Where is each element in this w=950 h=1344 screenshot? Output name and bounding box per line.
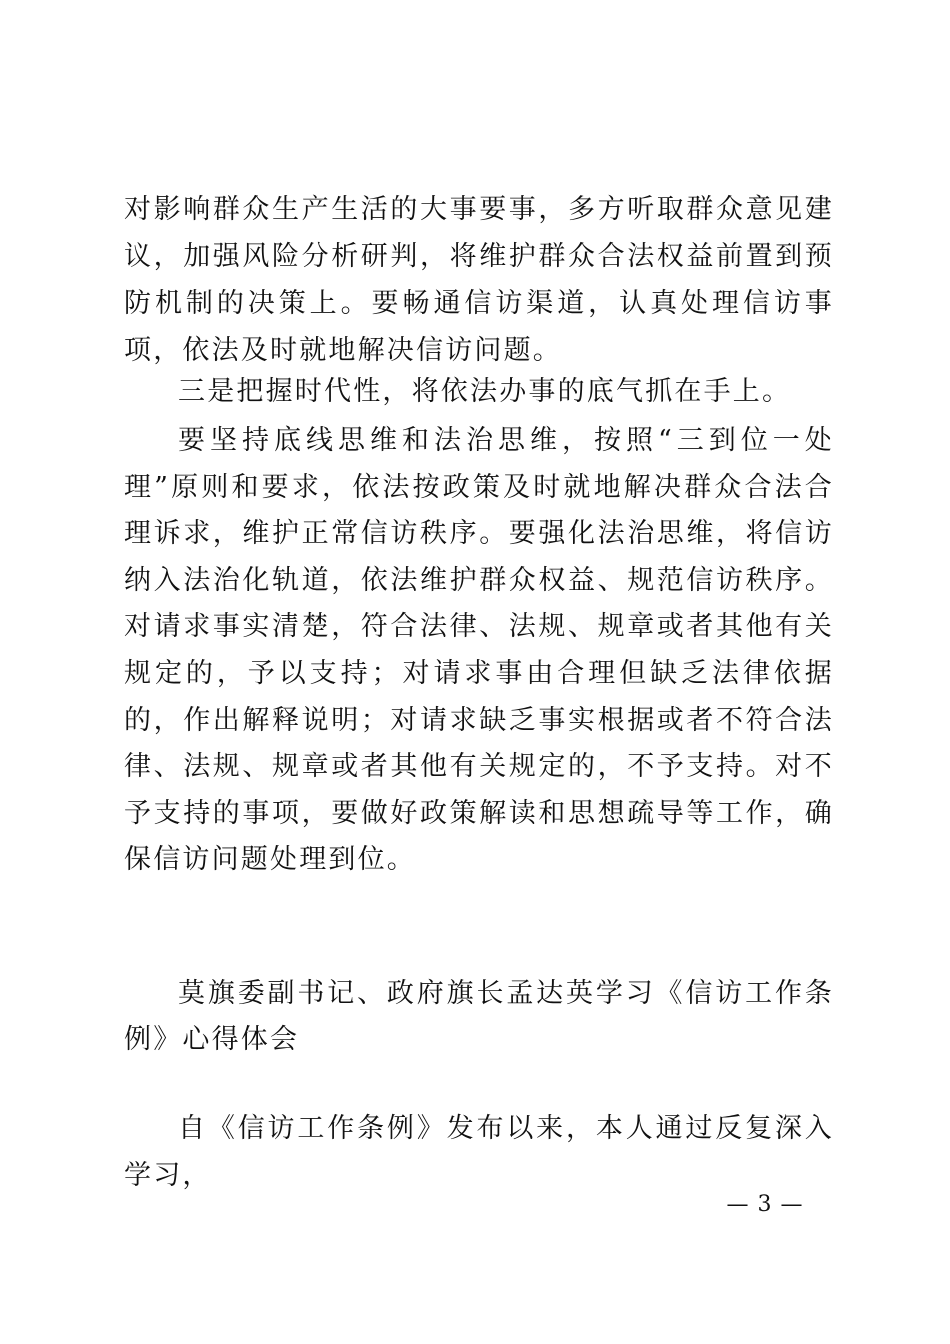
- page-number: — 3 —: [726, 1192, 804, 1217]
- paragraph-body: 要坚持底线思维和法治思维，按照“三到位一处理”原则和要求，依法按政策及时就地解决群众合法合理诉求，维护正常信访秩序。要强化法治思维，将信访纳入法治化轨道，依法维护群众权益、规范信访秩序。对请求事实清楚，符合法律、法规、规章或者其他有关规定的，予以支持；对请求事由合理但缺乏法律依据的，作出解释说明；对请求缺乏事实根据或者不符合法律、法规、规章或者其他有关规定的，不予支持。对不予支持的事项，要做好政策解读和思想疏导等工作，确保信访问题处理到位。: [124, 425, 834, 876]
- paragraph-continuation: 对影响群众生产生活的大事要事，多方听取群众意见建议，加强风险分析研判，将维护群众合法权益前置到预防机制的决策上。要畅通信访渠道，认真处理信访事项，依法及时就地解决信访问题。: [124, 194, 834, 366]
- section-title: 莫旗委副书记、政府旗长孟达英学习《信访工作条例》心得体会: [124, 978, 834, 1055]
- section-opening-paragraph: 自《信访工作条例》发布以来，本人通过反复深入学习，: [124, 1113, 834, 1191]
- paragraph-heading-point-three: 三是把握时代性，将依法办事的底气抓在手上。: [178, 376, 792, 407]
